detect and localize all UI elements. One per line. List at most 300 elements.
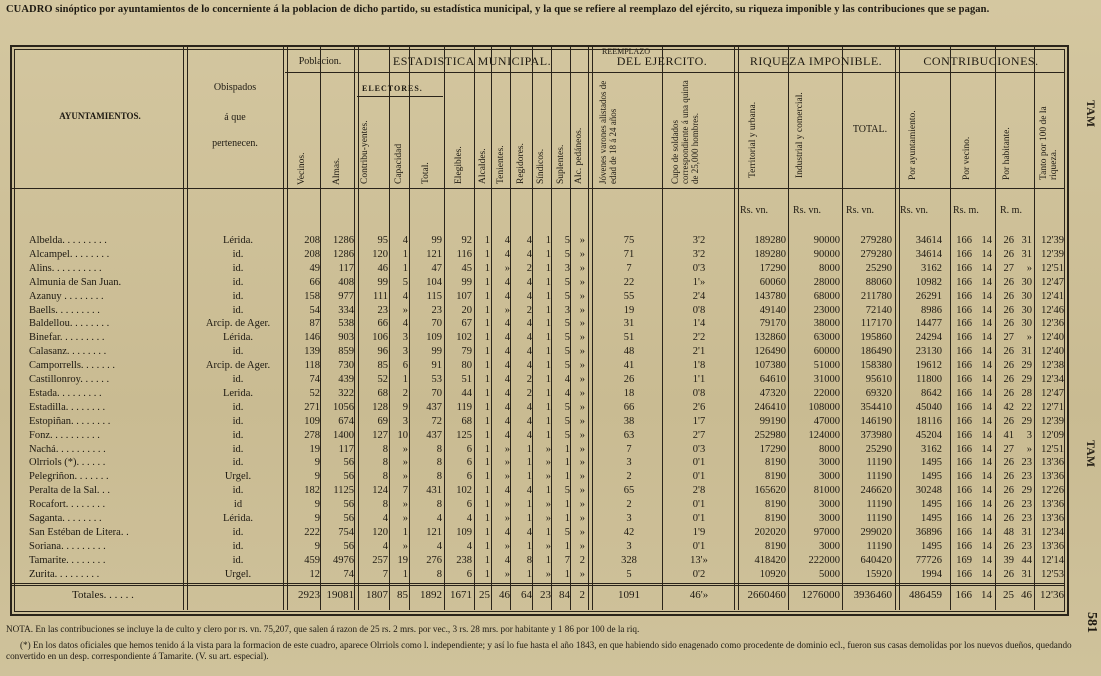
header-contribuciones: CONTRIBUCIONES. bbox=[923, 54, 1039, 68]
cell-jovenes: 65 bbox=[623, 485, 635, 497]
cell-almas: 56 bbox=[343, 513, 354, 524]
cell-por-ayuntamiento: 10982 bbox=[915, 276, 942, 288]
cell-almas: 117 bbox=[338, 262, 354, 274]
cell-suplentes: 5 bbox=[564, 318, 570, 330]
cell-habitante-m: 44 bbox=[1021, 554, 1032, 566]
cell-habitante-rs: 26 bbox=[1003, 387, 1014, 399]
cell-suplentes: 7 bbox=[564, 554, 570, 566]
cell-vecino-rs: 166 bbox=[956, 415, 972, 427]
cell-elegibles: 109 bbox=[456, 526, 472, 538]
cell-pedaneos: » bbox=[579, 526, 585, 538]
cell-vecino-m: 14 bbox=[981, 485, 992, 497]
cell-por-ayuntamiento: 18116 bbox=[916, 415, 942, 427]
cell-vecinos: 52 bbox=[309, 387, 320, 399]
cell-tanto: 12'26 bbox=[1041, 485, 1064, 497]
cell-vecino-rs: 166 bbox=[956, 429, 972, 441]
cell-industrial: 90000 bbox=[813, 235, 840, 246]
cell-industrial: 222000 bbox=[808, 554, 840, 566]
cell-pedaneos: » bbox=[579, 346, 585, 358]
cell-capacidad: 7 bbox=[402, 485, 408, 497]
cell-habitante-m: 31 bbox=[1021, 248, 1032, 260]
cell-industrial: 5000 bbox=[819, 568, 840, 580]
cell-almas: 439 bbox=[338, 374, 354, 385]
cell-alcaldes: 1 bbox=[484, 485, 490, 497]
cell-elegibles: 67 bbox=[461, 318, 472, 330]
cell-ayuntamiento: Binefar. . . . . . . . . bbox=[29, 332, 105, 344]
cell-industrial: 90000 bbox=[813, 248, 840, 260]
cell-vecino-rs: 166 bbox=[956, 513, 972, 524]
cell-por-ayuntamiento: 1495 bbox=[921, 471, 942, 483]
cell-pedaneos: » bbox=[579, 568, 585, 580]
cell-jovenes: 22 bbox=[623, 276, 635, 288]
cell-obispado: id. bbox=[232, 415, 244, 427]
cell-regidores: 1 bbox=[526, 499, 532, 511]
cell-tenientes: 4 bbox=[504, 485, 510, 497]
cell-por-ayuntamiento: 34614 bbox=[915, 235, 942, 246]
total-almas: 19081 bbox=[326, 589, 354, 601]
cell-habitante-m: 31 bbox=[1021, 346, 1032, 358]
cell-tenientes: 4 bbox=[504, 332, 510, 344]
cell-vecino-rs: 166 bbox=[956, 360, 972, 372]
cell-tanto: 12'46 bbox=[1041, 304, 1064, 316]
cell-cupo: 1'9 bbox=[692, 526, 706, 538]
cell-pedaneos: » bbox=[579, 471, 585, 483]
cell-contribuyentes: 8 bbox=[382, 471, 388, 483]
cell-total-electores: 437 bbox=[426, 429, 442, 441]
cell-elegibles: 4 bbox=[466, 513, 472, 524]
cell-ayuntamiento: Almunia de San Juan. bbox=[29, 276, 122, 288]
header-por-habitante: Por habitante. bbox=[1002, 127, 1012, 180]
header-total-riqueza: TOTAL. bbox=[852, 124, 888, 135]
cell-industrial: 124000 bbox=[808, 429, 840, 441]
cell-vecinos: 9 bbox=[314, 471, 320, 483]
header-sindicos: Síndicos. bbox=[536, 148, 546, 184]
cell-cupo: 1'4 bbox=[692, 318, 706, 330]
cell-habitante-rs: 26 bbox=[1003, 499, 1014, 511]
cell-sindicos: » bbox=[545, 499, 551, 511]
cell-sindicos: 1 bbox=[545, 318, 551, 330]
cell-vecino-m: 14 bbox=[981, 526, 992, 538]
table-row bbox=[12, 304, 1064, 318]
cell-ayuntamiento: Estopiñan. . . . . . . . bbox=[29, 415, 111, 427]
cell-alcaldes: 1 bbox=[484, 429, 490, 441]
cell-sindicos: 1 bbox=[545, 360, 551, 372]
header-obispados-3: pertenecen. bbox=[212, 138, 258, 149]
unit-territorial: Rs. vn. bbox=[740, 205, 769, 216]
cell-vecino-m: 14 bbox=[981, 387, 992, 399]
cell-habitante-m: » bbox=[1026, 332, 1032, 344]
cell-obispado: id. bbox=[232, 526, 244, 538]
cell-almas: 322 bbox=[338, 387, 354, 399]
cell-por-ayuntamiento: 1495 bbox=[921, 513, 942, 524]
cell-tenientes: » bbox=[504, 568, 510, 580]
cell-contribuyentes: 95 bbox=[377, 235, 388, 246]
cell-almas: 56 bbox=[343, 540, 354, 552]
cell-cupo: 2'6 bbox=[692, 401, 706, 413]
cell-territorial: 8190 bbox=[765, 540, 786, 552]
cell-industrial: 28000 bbox=[813, 276, 840, 288]
cell-sindicos: 1 bbox=[545, 346, 551, 358]
cell-por-ayuntamiento: 8642 bbox=[921, 387, 942, 399]
cell-vecinos: 9 bbox=[314, 540, 320, 552]
cell-almas: 754 bbox=[338, 526, 354, 538]
cell-habitante-m: 30 bbox=[1021, 290, 1032, 302]
cell-elegibles: 44 bbox=[461, 387, 472, 399]
cell-suplentes: 1 bbox=[564, 540, 570, 552]
cell-obispado: Urgel. bbox=[224, 471, 252, 483]
table-row bbox=[12, 345, 1064, 359]
cell-alcaldes: 1 bbox=[484, 401, 490, 413]
cell-contribuyentes: 128 bbox=[372, 401, 388, 413]
cell-sindicos: 1 bbox=[545, 554, 551, 566]
cell-almas: 903 bbox=[338, 332, 354, 344]
header-rule bbox=[285, 72, 1064, 73]
cell-habitante-m: 29 bbox=[1021, 415, 1032, 427]
header-regidores: Regidores. bbox=[516, 143, 526, 184]
cell-elegibles: 6 bbox=[466, 471, 472, 483]
cell-obispado: id. bbox=[232, 248, 244, 260]
cell-por-ayuntamiento: 1495 bbox=[921, 540, 942, 552]
cell-sindicos: 1 bbox=[545, 485, 551, 497]
cell-sindicos: 1 bbox=[545, 332, 551, 344]
cell-regidores: 2 bbox=[526, 304, 532, 316]
cell-habitante-m: 29 bbox=[1021, 485, 1032, 497]
cell-elegibles: 102 bbox=[456, 485, 472, 497]
table-row bbox=[12, 387, 1064, 401]
cell-por-ayuntamiento: 11800 bbox=[916, 374, 942, 385]
cell-capacidad: 2 bbox=[402, 387, 408, 399]
cell-vecinos: 208 bbox=[304, 235, 320, 246]
cell-vecino-m: 14 bbox=[981, 443, 992, 455]
cell-tenientes: 4 bbox=[504, 415, 510, 427]
cell-cupo: 0'3 bbox=[692, 443, 706, 455]
cell-ayuntamiento: Rocafort. . . . . . . . bbox=[29, 499, 106, 511]
cell-vecino-m: 14 bbox=[981, 360, 992, 372]
cell-almas: 674 bbox=[338, 415, 354, 427]
cell-elegibles: 80 bbox=[461, 360, 472, 372]
cell-ayuntamiento: Baldellou. . . . . . . . bbox=[29, 318, 110, 330]
cell-vecino-m: 14 bbox=[981, 332, 992, 344]
cell-habitante-rs: 26 bbox=[1003, 513, 1014, 524]
cell-territorial: 418420 bbox=[754, 554, 786, 566]
cell-vecino-m: 14 bbox=[981, 554, 992, 566]
cell-almas: 4976 bbox=[333, 554, 354, 566]
header-pedaneos: Alc. pedáneos. bbox=[574, 127, 584, 184]
cell-tenientes: 4 bbox=[504, 374, 510, 385]
cell-total-riqueza: 195860 bbox=[860, 332, 892, 344]
cell-pedaneos: » bbox=[579, 262, 585, 274]
cell-cupo: 2'4 bbox=[692, 290, 706, 302]
cell-contribuyentes: 66 bbox=[377, 318, 388, 330]
cell-habitante-m: 28 bbox=[1021, 387, 1032, 399]
cell-capacidad: 4 bbox=[402, 235, 408, 246]
cell-alcaldes: 1 bbox=[484, 554, 490, 566]
cell-pedaneos: » bbox=[579, 235, 585, 246]
cell-regidores: 4 bbox=[526, 318, 532, 330]
header-jovenes: Jóvenes varones alistados de edad de 18 á 24 años bbox=[598, 80, 618, 184]
cell-vecinos: 271 bbox=[304, 401, 320, 413]
cell-habitante-m: » bbox=[1026, 443, 1032, 455]
cell-tenientes: » bbox=[504, 540, 510, 552]
cell-total-electores: 70 bbox=[431, 318, 442, 330]
cell-elegibles: 125 bbox=[456, 429, 472, 441]
cell-regidores: 4 bbox=[526, 360, 532, 372]
cell-sindicos: 1 bbox=[545, 387, 551, 399]
cell-total-electores: 70 bbox=[431, 387, 442, 399]
cell-vecino-m: 14 bbox=[981, 401, 992, 413]
cell-pedaneos: » bbox=[579, 415, 585, 427]
header-obispados-1: Obispados bbox=[213, 82, 257, 93]
cell-vecino-rs: 166 bbox=[956, 526, 972, 538]
cell-total-riqueza: 11190 bbox=[866, 540, 892, 552]
cell-total-riqueza: 373980 bbox=[860, 429, 892, 441]
cell-habitante-m: 31 bbox=[1021, 235, 1032, 246]
cell-tanto: 12'40 bbox=[1041, 346, 1064, 358]
cell-obispado: id. bbox=[232, 443, 244, 455]
cell-habitante-rs: 26 bbox=[1003, 290, 1014, 302]
cell-obispado: id. bbox=[232, 401, 244, 413]
cell-elegibles: 119 bbox=[456, 401, 472, 413]
total-vecinos: 2923 bbox=[298, 589, 320, 601]
cell-capacidad: 9 bbox=[402, 401, 408, 413]
cell-elegibles: 6 bbox=[466, 568, 472, 580]
cell-capacidad: » bbox=[402, 471, 408, 483]
totals-row bbox=[12, 585, 1064, 605]
cell-habitante-rs: 39 bbox=[1003, 554, 1014, 566]
cell-vecino-m: 14 bbox=[981, 568, 992, 580]
cell-tanto: 12'41 bbox=[1041, 290, 1064, 302]
cell-total-riqueza: 299020 bbox=[860, 526, 892, 538]
cell-total-riqueza: 211780 bbox=[860, 290, 892, 302]
cell-sindicos: » bbox=[545, 540, 551, 552]
cell-contribuyentes: 46 bbox=[377, 262, 388, 274]
cell-habitante-m: 31 bbox=[1021, 526, 1032, 538]
table-row bbox=[12, 498, 1064, 512]
cell-regidores: 4 bbox=[526, 485, 532, 497]
cell-regidores: 1 bbox=[526, 540, 532, 552]
cell-suplentes: 1 bbox=[564, 499, 570, 511]
cell-sindicos: 1 bbox=[545, 262, 551, 274]
cell-sindicos: » bbox=[545, 457, 551, 469]
cell-elegibles: 4 bbox=[466, 540, 472, 552]
table-row bbox=[12, 568, 1064, 582]
cell-territorial: 8190 bbox=[765, 513, 786, 524]
cell-vecinos: 66 bbox=[309, 276, 320, 288]
table-row bbox=[12, 484, 1064, 498]
cell-habitante-rs: 26 bbox=[1003, 457, 1014, 469]
cell-almas: 1400 bbox=[333, 429, 354, 441]
cell-total-electores: 121 bbox=[426, 526, 442, 538]
header-suplentes: Suplentes. bbox=[556, 144, 566, 184]
cell-sindicos: 1 bbox=[545, 526, 551, 538]
cell-elegibles: 92 bbox=[461, 235, 472, 246]
cell-cupo: 0'3 bbox=[692, 262, 706, 274]
cell-suplentes: 4 bbox=[564, 387, 570, 399]
cell-ayuntamiento: Tamarite. . . . . . . . bbox=[29, 554, 106, 566]
cell-tanto: 12'51 bbox=[1041, 262, 1064, 274]
cell-tanto: 12'40 bbox=[1041, 332, 1064, 344]
cell-almas: 977 bbox=[338, 290, 354, 302]
cell-total-riqueza: 11190 bbox=[866, 513, 892, 524]
cell-alcaldes: 1 bbox=[484, 346, 490, 358]
cell-regidores: 4 bbox=[526, 276, 532, 288]
header-reemplazo-top: REEMPLAZO bbox=[602, 47, 650, 56]
cell-industrial: 51000 bbox=[813, 360, 840, 372]
header-rule bbox=[12, 188, 1064, 189]
cell-capacidad: 1 bbox=[402, 526, 408, 538]
cell-tenientes: 4 bbox=[504, 387, 510, 399]
cell-ayuntamiento: Castillonroy. . . . . . bbox=[29, 374, 110, 385]
cell-contribuyentes: 4 bbox=[382, 513, 388, 524]
header-estadistica: ESTADISTICA MUNICIPAL. bbox=[392, 54, 552, 68]
cell-por-ayuntamiento: 34614 bbox=[915, 248, 942, 260]
cell-tenientes: 4 bbox=[504, 401, 510, 413]
total-vecino-rs: 166 bbox=[955, 589, 972, 601]
cell-regidores: 2 bbox=[526, 374, 532, 385]
margin-label-bottom: TAM bbox=[1084, 440, 1098, 468]
cell-regidores: 1 bbox=[526, 457, 532, 469]
cell-elegibles: 238 bbox=[456, 554, 472, 566]
cell-habitante-rs: 26 bbox=[1003, 471, 1014, 483]
cell-total-riqueza: 640420 bbox=[860, 554, 892, 566]
cell-elegibles: 6 bbox=[466, 443, 472, 455]
cell-sindicos: » bbox=[545, 568, 551, 580]
cell-vecinos: 222 bbox=[304, 526, 320, 538]
cell-regidores: 1 bbox=[526, 568, 532, 580]
cell-sindicos: » bbox=[545, 513, 551, 524]
cell-habitante-rs: 26 bbox=[1003, 415, 1014, 427]
cell-total-electores: 121 bbox=[426, 248, 442, 260]
cell-suplentes: 5 bbox=[564, 429, 570, 441]
cell-capacidad: » bbox=[402, 443, 408, 455]
cell-obispado: id. bbox=[232, 262, 244, 274]
cell-jovenes: 75 bbox=[623, 235, 635, 246]
cell-habitante-m: 30 bbox=[1021, 318, 1032, 330]
total-contribuyentes: 1807 bbox=[366, 589, 388, 601]
cell-capacidad: 1 bbox=[402, 568, 408, 580]
cell-almas: 538 bbox=[338, 318, 354, 330]
cell-vecino-rs: 166 bbox=[956, 304, 972, 316]
cell-habitante-m: 23 bbox=[1021, 540, 1032, 552]
cell-pedaneos: » bbox=[579, 401, 585, 413]
cell-vecino-m: 14 bbox=[981, 304, 992, 316]
cell-ayuntamiento: Fonz. . . . . . . . . . bbox=[29, 429, 100, 441]
cell-tenientes: » bbox=[504, 471, 510, 483]
table-row bbox=[12, 331, 1064, 345]
cell-total-riqueza: 11190 bbox=[866, 499, 892, 511]
cell-ayuntamiento: Soriana. . . . . . . . . bbox=[29, 540, 106, 552]
table-row bbox=[12, 443, 1064, 457]
cell-habitante-m: 22 bbox=[1021, 401, 1032, 413]
cell-obispado: id bbox=[233, 499, 243, 511]
cell-total-riqueza: 88060 bbox=[865, 276, 892, 288]
cell-industrial: 8000 bbox=[819, 262, 840, 274]
cell-almas: 74 bbox=[343, 568, 354, 580]
header-obispados-2: á que bbox=[224, 112, 246, 123]
cell-sindicos: 1 bbox=[545, 374, 551, 385]
cell-almas: 1056 bbox=[333, 401, 354, 413]
cell-tenientes: 4 bbox=[504, 290, 510, 302]
cell-total-riqueza: 25290 bbox=[865, 262, 892, 274]
cell-vecino-rs: 169 bbox=[956, 554, 972, 566]
cell-vecinos: 12 bbox=[309, 568, 320, 580]
cell-suplentes: 5 bbox=[564, 415, 570, 427]
cell-capacidad: » bbox=[402, 540, 408, 552]
cell-total-riqueza: 72140 bbox=[865, 304, 892, 316]
cell-tenientes: 4 bbox=[504, 318, 510, 330]
cell-territorial: 126490 bbox=[754, 346, 786, 358]
cell-suplentes: 5 bbox=[564, 332, 570, 344]
cell-tanto: 13'36 bbox=[1041, 471, 1064, 483]
cell-cupo: 0'1 bbox=[692, 540, 706, 552]
cell-habitante-m: 23 bbox=[1021, 513, 1032, 524]
cell-vecino-m: 14 bbox=[981, 499, 992, 511]
cell-obispado: Urgel. bbox=[224, 568, 252, 580]
cell-ayuntamiento: Estada. . . . . . . . . bbox=[29, 387, 102, 399]
cell-obispado: id. bbox=[232, 276, 244, 288]
cell-industrial: 22000 bbox=[813, 387, 840, 399]
cell-jovenes: 63 bbox=[623, 429, 635, 441]
cell-vecinos: 9 bbox=[314, 457, 320, 469]
header-rule bbox=[357, 96, 443, 97]
cell-total-riqueza: 11190 bbox=[866, 471, 892, 483]
cell-cupo: 0'8 bbox=[692, 387, 706, 399]
cell-cupo: 1'» bbox=[692, 276, 706, 288]
header-reemplazo: DEL EJERCITO. bbox=[616, 54, 708, 68]
cell-industrial: 60000 bbox=[813, 346, 840, 358]
cell-suplentes: 5 bbox=[564, 346, 570, 358]
cell-territorial: 165620 bbox=[754, 485, 786, 497]
cell-habitante-m: » bbox=[1026, 262, 1032, 274]
cell-industrial: 81000 bbox=[813, 485, 840, 497]
cell-total-electores: 8 bbox=[436, 471, 442, 483]
cell-elegibles: 116 bbox=[456, 248, 472, 260]
cell-territorial: 189280 bbox=[754, 235, 786, 246]
cell-tenientes: 4 bbox=[504, 235, 510, 246]
cell-total-electores: 104 bbox=[426, 276, 442, 288]
cell-pedaneos: » bbox=[579, 457, 585, 469]
cell-pedaneos: » bbox=[579, 290, 585, 302]
cell-obispado: Lérida. bbox=[222, 235, 254, 246]
cell-almas: 56 bbox=[343, 457, 354, 469]
cell-industrial: 108000 bbox=[808, 401, 840, 413]
total-suplentes: 84 bbox=[559, 589, 570, 601]
cell-pedaneos: » bbox=[579, 429, 585, 441]
cell-almas: 1286 bbox=[333, 235, 354, 246]
cell-pedaneos: » bbox=[579, 318, 585, 330]
cell-regidores: 4 bbox=[526, 415, 532, 427]
cell-industrial: 63000 bbox=[813, 332, 840, 344]
cell-alcaldes: 1 bbox=[484, 248, 490, 260]
cell-alcaldes: 1 bbox=[484, 276, 490, 288]
cell-jovenes: 19 bbox=[623, 304, 635, 316]
cell-regidores: 4 bbox=[526, 235, 532, 246]
cell-capacidad: 3 bbox=[402, 346, 408, 358]
header-industrial: Industrial y comercial. bbox=[795, 92, 805, 178]
cell-habitante-m: 30 bbox=[1021, 304, 1032, 316]
footnote-text: (*) En los datos oficiales que hemos tenido á la vista para la formacion de este cuadro, aparece Olrriols como l. independiente; y así lo fue hasta el año 1843, en que habiendo sido enagenado como procedente de dominio ecl., fueron sus casas demolidas por los nuevos dueños, quedando convertido en un desp. correspondiente á Tamarite. (V. su art. especial). bbox=[6, 640, 1072, 661]
cell-vecinos: 87 bbox=[309, 318, 320, 330]
cell-tanto: 12'34 bbox=[1041, 526, 1064, 538]
header-por-ayuntamiento: Por ayuntamiento. bbox=[908, 110, 918, 180]
cell-total-electores: 8 bbox=[436, 568, 442, 580]
cell-vecinos: 49 bbox=[309, 262, 320, 274]
cell-contribuyentes: 7 bbox=[382, 568, 388, 580]
cell-alcaldes: 1 bbox=[484, 374, 490, 385]
cell-habitante-m: 29 bbox=[1021, 374, 1032, 385]
cell-contribuyentes: 85 bbox=[377, 360, 388, 372]
cell-total-electores: 8 bbox=[436, 443, 442, 455]
